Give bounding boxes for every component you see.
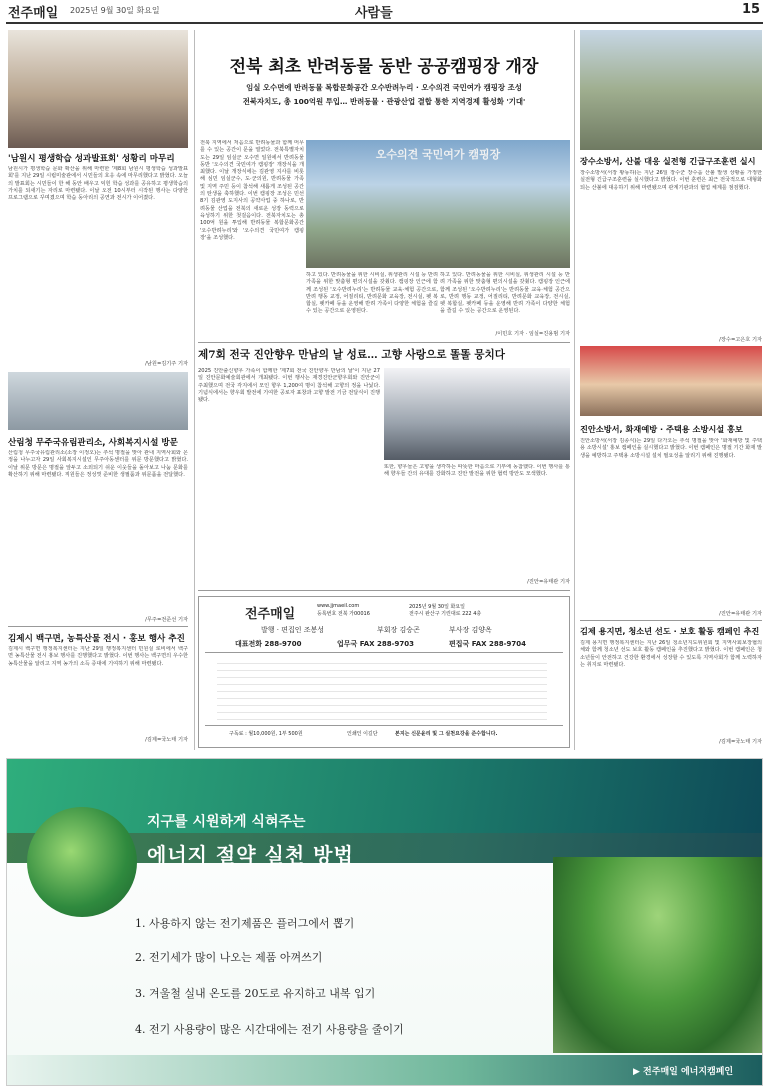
masthead-brand: 전주매일 [8,6,59,21]
mid2-photo [384,368,570,460]
ad-line1: 지구를 시원하게 식혀주는 [147,814,306,830]
masthead-phone-1: 대표전화 288-9700 [235,640,302,648]
right1-photo [580,30,762,150]
ad-footer: ▶ 전주매일 에너지캠페인 [633,1067,734,1077]
header-rule [6,22,763,24]
masthead-footer-3: 본지는 신문윤리 및 그 실천요강을 준수합니다. [395,731,498,737]
branch-directory-table [217,657,547,721]
divider [580,620,762,621]
masthead-addr: 전주시 완산구 기린대로 222 4층 [409,611,482,617]
right1-byline: /장수=고은호 기자 [719,337,762,343]
left1-byline: /남원=김기주 기자 [145,361,188,367]
mid2-col2: 또한, 향우들은 고향을 생각하는 따뜻한 마음으로 기부에 동참했다. 이번 행사를 통해 향우들 간의 유대를 강화하고 진안 발전을 위한 협력 방안도 모색했다. [384,464,570,478]
lead-col3: 하고 있다. 반려동물을 위한 시비실, 위생관리 시설 등 반려 가족을 위한 맞춤형 편의시설을 갖췄다. 캠핑장 인근에 함께 조성된 '오수반려누리'는 반려동물 교육·체험 공간으로, 반려 행동 교정, 어질리티, 반려문화 교육장, 전시실, 펫 복합실, 펫카페 등을 운영해 반려 가족이 다양한 체험을 즐길 수 있는 공간으로 운영된다. [440,272,570,315]
left2-photo [8,372,188,430]
lead-byline: /이민호 기자 · 임실=진용범 기자 [495,331,570,337]
mid2-byline: /진안=유태관 기자 [527,579,570,585]
masthead-reg: 등록번호 전북 가00016 [317,611,370,617]
masthead-name: 전주매일 [245,607,296,622]
lead-title: 전북 최초 반려동물 동반 공공캠핑장 개장 [229,57,539,77]
section-title: 사람들 [355,6,393,21]
mid2-title: 제7회 전국 진안향우 만남의 날 성료… 고향 사랑으로 똘똘 뭉치다 [198,349,505,361]
column-divider [194,30,195,750]
lead-col2: 하고 있다. 반려동물을 위한 시비실, 위생관리 시설 등 반려 가족을 위한 맞춤형 편의시설을 갖췄다. 캠핑장 인근에 함께 조성된 '오수반려누리'는 반려동물 교육·체험 공간으로, 반려 행동 교정, 어질리티, 반려문화 교육장, 전시실, 펫 복합실, 펫카페 등을 운영해 반려 가족이 다양한 체험을 즐길 수 있는 공간으로 운영된다. [306,272,438,315]
right1-title: 장수소방서, 산불 대응 실전형 긴급구조훈련 실시 [580,156,756,166]
left2-body: 산림청 무주국유림관리소(소장 이정오)는 추석 명절을 맞아 관내 지역사회와 온정을 나누고자 29일 사회복지시설인 무주아동센터를 위문 방문했다고 밝혔다. 이날 위문 방문은 명절을 앞두고 소외되기 쉬운 이웃들을 돌아보고 나눔 문화를 확산하기 위해 마련됐다. 직원들은 정성껏 준비한 생필품과 위문품을 전달했다. [8,450,188,478]
masthead-box [198,596,570,748]
masthead-url: www.jjmaeil.com [317,603,360,609]
divider [8,626,188,627]
masthead-phone-2: 업무국 FAX 288-9703 [337,640,414,648]
right2-title: 진안소방서, 화재예방 · 주택용 소방시설 홍보 [580,424,743,434]
left3-byline: /김제=국노태 기자 [145,737,188,743]
left1-body: 남원시가 평생학습 문화 확산을 위해 마련한 '제8회 남원시 평생학습 성과발표회'를 지난 29일 시립미술관에서 시민들의 호응 속에 마무리했다고 밝혔다. 오늘의 발표회는 시민들이 한 해 동안 배우고 익힌 학습 성과를 공유하고 평생학습의 가치를 되새기는 자리로 마련됐다. 이날 오전 10시부터 시작된 행사는 다양한 프로그램으로 꾸며졌으며 학습 동아리의 공연과 전시가 이어졌다. [8,166,188,202]
mid2-col1: 2025 진안출신향우 가족이 함께한 '제7회 전국 진안향우 만남의 날'이 지난 27일 진안문화예술회관에서 개최됐다. 이번 행사는 재경진안군향우회와 진안군이 주최했으며 전국 각지에서 모인 향우 1,200여 명이 참석해 고향의 정을 나눴다. 기념식에서는 향우회 발전에 기여한 공로자 표창과 고향 발전 기금 전달식이 진행됐다. [198,368,380,404]
masthead-issue: 2025년 9월 30일 화요일 [409,604,466,610]
masthead-person-2: 부회장 김승곤 [377,626,420,634]
ad-item-4: 4. 전기 사용량이 많은 시간대에는 전기 사용량을 줄이기 [135,1023,404,1036]
masthead-person-1: 발행 · 편집인 조봉성 [261,626,324,634]
ad-item-3: 3. 겨울철 실내 온도를 20도로 유지하고 내복 입기 [135,987,376,1000]
divider [198,590,570,591]
ad-item-1: 1. 사용하지 않는 전기제품은 플러그에서 뽑기 [135,917,355,930]
right2-photo [580,346,762,416]
right2-body: 진안소방서(서장 김종식)는 29일 다가오는 추석 명절을 맞아 '화재예방 및 주택용 소방시설' 홍보 캠페인을 실시했다고 밝혔다. 이번 캠페인은 명절 기간 화재 발생을 예방하고 주택용 소방시설 설치 필요성을 알리기 위해 진행됐다. [580,438,762,459]
divider [205,652,563,653]
lead-sub2: 전북자치도, 총 100억원 투입… 반려동물 · 관광산업 결합 통한 지역경제 활성화 '기대' [242,97,526,106]
left1-title: '남원시 평생학습 성과발표회' 성황리 마무리 [8,154,175,164]
globe-leaf-icon [27,807,137,917]
masthead-phone-3: 편집국 FAX 288-9704 [449,640,526,648]
masthead-footer-1: 구독료 : 월10,000원, 1부 500원 [229,731,303,737]
left2-byline: /무주=전준선 기자 [145,617,188,623]
right1-body: 장수소방서(서장 황동하)는 지난 26일 장수군 장수읍 산불 발생 상황을 가정한 실전형 긴급구조훈련을 실시했다고 밝혔다. 이번 훈련은 최근 전국적으로 대형화되는 산불에 대응하기 위해 마련됐으며 관계기관과의 협업 체계를 점검했다. [580,170,762,191]
left3-title: 김제시 백구면, 농특산물 전시 · 홍보 행사 추진 [8,634,185,644]
left1-photo [8,30,188,148]
ad-tree-image [553,857,763,1053]
divider [198,342,570,343]
column-divider [574,30,575,750]
lead-col1: 전북 지역에서 처음으로 반려동물과 함께 머무를 수 있는 공간이 문을 열었다. 전북특별자치도는 29일 임실군 오수면 일원에서 반려동물 동반 '오수의견 국민여가 캠핑장' 개장식을 개최했다. 이날 개장식에는 김관영 지사를 비롯해 심민 임실군수, 도·군의원, 반려동물 가족 및 지역 주민 등이 참석해 새롭게 조성된 공간의 탄생을 축하했다. 이번 캠핑장 조성은 민선8기 김관영 도지사의 공약사업 중 하나로, 반려동물 산업을 전북의 새로운 성장 동력으로 육성하기 위한 첫걸음이다. 전북자치도는 총 100억 원을 투입해 반려동물 복합문화공간 '오수반려누리'와 '오수의견 국민여가 캠핑장'을 조성했다. [200,140,304,241]
masthead-person-3: 부사장 김양옥 [449,626,492,634]
ad-line2: 에너지 절약 실천 방법 [147,843,354,867]
masthead-footer-2: 인쇄인 이길단 [347,731,378,737]
energy-campaign-ad [6,758,763,1086]
lead-photo-caption: 오수의견 국민여가 캠핑장 [375,148,501,161]
divider [205,725,563,726]
lead-photo [306,140,570,268]
right3-byline: /김제=국노태 기자 [719,739,762,745]
right3-body: 김제 용지면 행정복지센터는 지난 26일 청소년지도위원회 및 지역사회보장협의체와 함께 청소년 선도 보호 활동 캠페인을 추진했다고 밝혔다. 이번 캠페인은 청소년들이 안전하고 건강한 환경에서 성장할 수 있도록 지역사회가 함께 노력하자는 취지로 마련됐다. [580,640,762,668]
lead-sub1: 임실 오수면에 반려동물 복합문화공간 오수반려누리 · 오수의견 국민여가 캠핑장 조성 [246,83,522,92]
issue-date: 2025년 9월 30일 화요일 [70,6,160,15]
right2-byline: /진안=유태관 기자 [719,611,762,617]
left3-body: 김제시 백구면 행정복지센터는 지난 29일 행정복지센터 민원실 로비에서 백구면 농특산물 전시 홍보 행사를 진행했다고 밝혔다. 이번 행사는 백구면의 우수한 농특산물을 알리고 지역 농가의 소득 증대에 기여하기 위해 마련됐다. [8,646,188,667]
right3-title: 김제 용지면, 청소년 선도 · 보호 활동 캠페인 추진 [580,626,760,636]
page-number: 15 [742,2,761,17]
ad-item-2: 2. 전기세가 많이 나오는 제품 아껴쓰기 [135,951,323,964]
left2-title: 산림청 무주국유림관리소, 사회복지시설 방문 [8,438,178,448]
